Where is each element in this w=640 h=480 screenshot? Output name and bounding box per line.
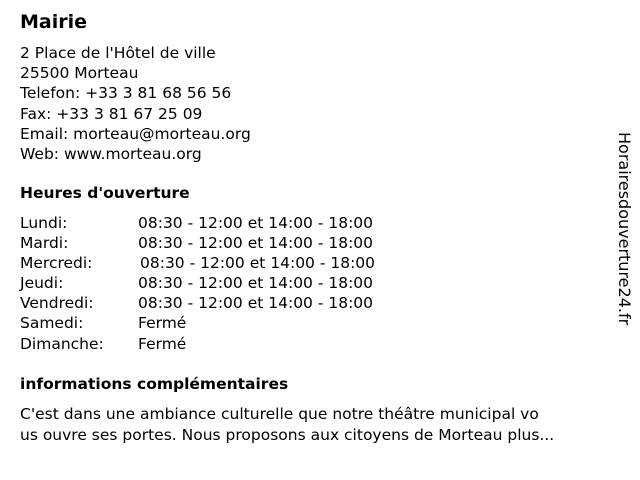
day-label: Mardi: bbox=[20, 234, 69, 253]
street-address: 2 Place de l'Hôtel de ville bbox=[20, 44, 216, 62]
additional-info-text bbox=[20, 404, 630, 446]
additional-info-heading: informations complémentaires bbox=[20, 375, 289, 393]
day-hours: Fermé bbox=[138, 314, 187, 333]
day-label: Lundi: bbox=[20, 214, 68, 232]
city-line: 25500 Morteau bbox=[20, 64, 139, 83]
info-line: C'est dans une ambiance culturelle que notre théâtre municipal vo bbox=[20, 405, 539, 423]
day-label: Jeudi: bbox=[20, 274, 64, 293]
page-title: Mairie bbox=[20, 11, 88, 33]
day-label: Vendredi: bbox=[20, 294, 94, 313]
day-label: Mercredi: bbox=[20, 254, 93, 273]
day-hours: 08:30 - 12:00 et 14:00 - 18:00 bbox=[138, 294, 374, 313]
website: Web: www.morteau.org bbox=[20, 145, 202, 164]
day-hours: Fermé bbox=[138, 334, 187, 353]
site-watermark bbox=[612, 132, 636, 372]
email-address: Email: morteau@morteau.org bbox=[20, 124, 251, 143]
day-hours: 08:30 - 12:00 et 14:00 - 18:00 bbox=[138, 214, 374, 232]
day-label: Samedi: bbox=[20, 314, 84, 333]
info-line: us ouvre ses portes. Nous proposons aux citoyens de Morteau plus... bbox=[20, 426, 555, 444]
day-hours: 08:30 - 12:00 et 14:00 - 18:00 bbox=[138, 274, 374, 293]
watermark-text: Horairesdouverture24.fr bbox=[615, 132, 634, 326]
fax-number: Fax: +33 3 81 67 25 09 bbox=[20, 104, 203, 123]
day-label: Dimanche: bbox=[20, 334, 104, 353]
address-block bbox=[20, 43, 251, 164]
day-hours: 08:30 - 12:00 et 14:00 - 18:00 bbox=[138, 234, 374, 253]
phone-number: Telefon: +33 3 81 68 56 56 bbox=[20, 84, 232, 103]
day-hours: 08:30 - 12:00 et 14:00 - 18:00 bbox=[140, 254, 376, 273]
opening-hours-heading: Heures d'ouverture bbox=[20, 184, 190, 202]
